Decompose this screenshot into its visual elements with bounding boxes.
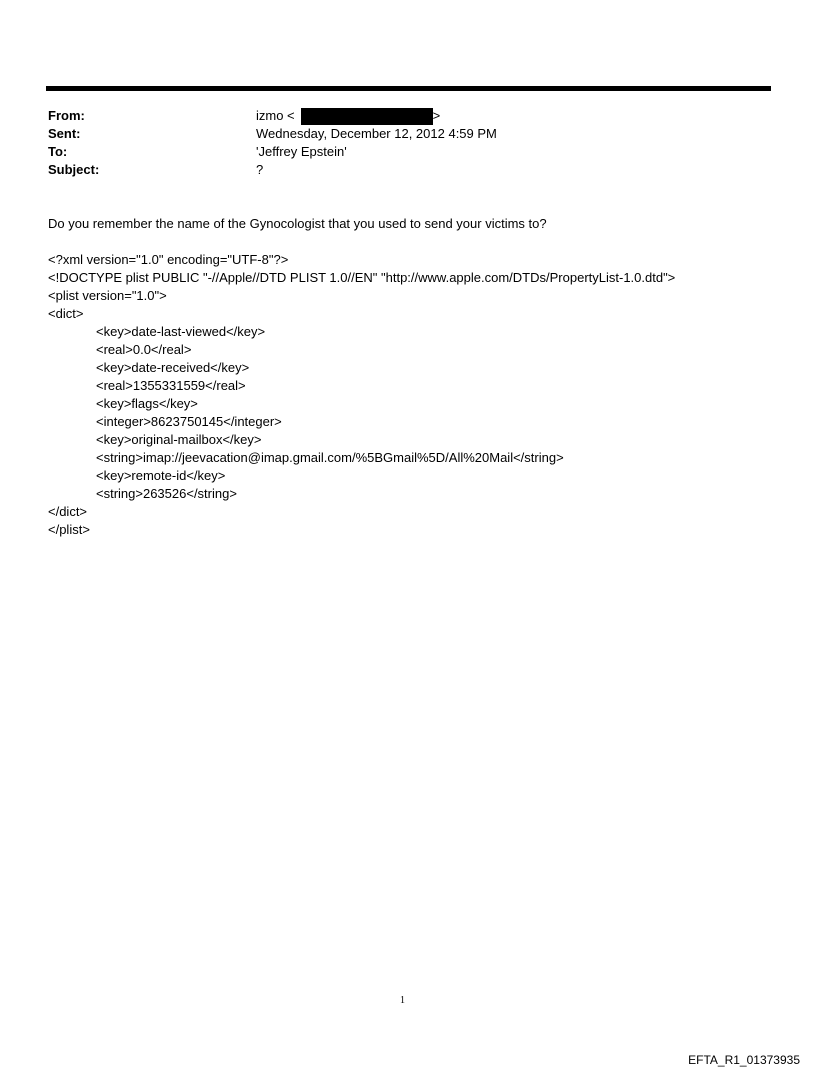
subject-value: ? (256, 162, 264, 177)
xml-line: <key>date-received</key> (96, 360, 250, 375)
xml-line: <key>flags</key> (96, 396, 198, 411)
xml-line: <key>date-last-viewed</key> (96, 324, 266, 339)
xml-line: <key>remote-id</key> (96, 468, 226, 483)
from-value-end: > (432, 108, 441, 123)
page-number: 1 (400, 995, 405, 1006)
sent-value: Wednesday, December 12, 2012 4:59 PM (256, 126, 497, 141)
from-label: From: (48, 108, 85, 123)
to-row (48, 143, 497, 161)
xml-line: <integer>8623750145</integer> (96, 414, 282, 429)
xml-line: <real>0.0</real> (96, 342, 192, 357)
message-body: Do you remember the name of the Gynocologist that you used to send your victims to? (48, 216, 547, 231)
from-row (48, 107, 497, 125)
sent-label: Sent: (48, 126, 81, 141)
bates-number: EFTA_R1_01373935 (688, 1053, 800, 1067)
xml-block (48, 251, 675, 539)
xml-line: <?xml version="1.0" encoding="UTF-8"?> (48, 252, 289, 267)
from-value (256, 107, 440, 125)
subject-row (48, 161, 497, 179)
redaction-box (301, 108, 433, 125)
xml-line: <real>1355331559</real> (96, 378, 246, 393)
xml-line: </dict> (48, 504, 88, 519)
to-label: To: (48, 144, 68, 159)
sent-row (48, 125, 497, 143)
xml-line: <string>imap://jeevacation@imap.gmail.com/%5BGmail%5D/All%20Mail</string> (96, 450, 564, 465)
to-value: 'Jeffrey Epstein' (256, 144, 347, 159)
xml-line: <key>original-mailbox</key> (96, 432, 262, 447)
xml-line: <!DOCTYPE plist PUBLIC "-//Apple//DTD PLIST 1.0//EN" "http://www.apple.com/DTDs/PropertyList-1.0.dtd"> (48, 270, 676, 285)
xml-line: <plist version="1.0"> (48, 288, 167, 303)
xml-line: <string>263526</string> (96, 486, 237, 501)
xml-line: </plist> (48, 522, 90, 537)
subject-label: Subject: (48, 162, 100, 177)
header-rule (46, 86, 771, 91)
xml-line: <dict> (48, 306, 84, 321)
from-name: izmo < (256, 108, 295, 123)
email-header (48, 107, 497, 179)
